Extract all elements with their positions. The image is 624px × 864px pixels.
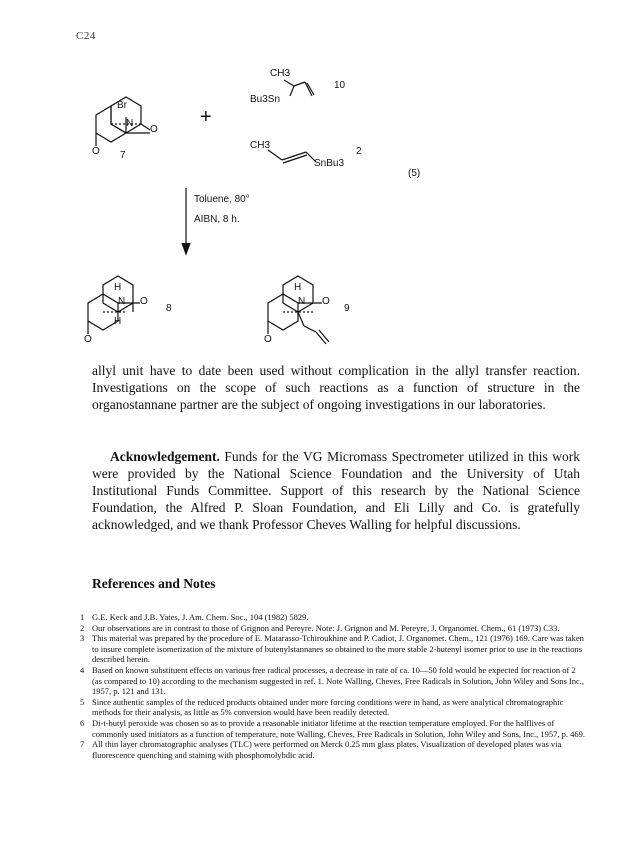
plus-sign: +	[200, 106, 212, 128]
reference-text: Based on known substituent effects on various free radical processes, a decrease in rate of ca. 10—50 fold would be expected for reaction of 2 (as compared to 10) according to the mechanism suggested in ref. 1. Note Walling, Cheves, Free Radicals in Solution, John Wiley and Sons Inc., 1957, p. 121 and 131.	[92, 664, 585, 697]
reagent-2-ch3-label: CH3	[250, 140, 271, 151]
conditions-solvent-temp: Toluene, 80°	[194, 194, 250, 205]
list-item	[80, 697, 585, 718]
reference-list	[80, 612, 585, 760]
compound-8-n-label: N	[118, 296, 126, 307]
reference-number: 2	[80, 622, 85, 633]
reaction-scheme	[0, 0, 624, 360]
references-heading: References and Notes	[92, 576, 216, 591]
reference-number: 1	[80, 612, 85, 622]
list-item	[80, 718, 585, 739]
compound-9-number: 9	[344, 303, 350, 314]
acknowledgement-text: Funds for the VG Micromass Spectrometer utilized in this work were provided by the National Science Foundation and the University of Utah Institutional Funds Committee. Support of this research by the National Science Foundation, the Alfred P. Sloan Foundation, and Eli Lilly and Co. is gratefully acknowledged, and we thank Professor Cheves Walling for helpful discussions.	[92, 449, 580, 532]
compound-8-h-bottom-label: H	[114, 316, 122, 327]
compound-7-o-ring-label: O	[150, 124, 158, 135]
reference-text: Our observations are in contrast to those of Grignon and Pereyre. Note: J. Grignon and M. Pereyre, J. Organomet. Chem., 61 (1973) C33.	[92, 622, 560, 633]
compound-7-o-carbonyl-label: O	[92, 146, 100, 157]
reference-text: All thin layer chromatographic analyses (TLC) were performed on Merck 0.25 mm glass plates. Visualization of developed plates was via fluorescence quenching and staining with phosphomolybdic acid.	[92, 739, 562, 760]
reference-text: G.E. Keck and J.B. Yates, J. Am. Chem. Soc., 104 (1982) 5829.	[92, 612, 309, 622]
list-item	[80, 665, 585, 697]
compound-8-o-carbonyl-label: O	[84, 334, 92, 345]
compound-9-h-top-label: H	[294, 282, 302, 293]
reagent-10-number: 10	[334, 80, 346, 91]
list-item	[80, 739, 585, 760]
acknowledgement-paragraph	[92, 448, 580, 533]
reference-number: 7	[80, 739, 85, 750]
list-item	[80, 633, 585, 665]
reagent-10-bu3sn-label: Bu3Sn	[250, 94, 281, 105]
compound-9-o-carbonyl-label: O	[264, 334, 272, 345]
reaction-arrow	[182, 188, 190, 254]
reagent-2-number: 2	[356, 146, 362, 157]
page-label: C24	[76, 30, 96, 42]
list-item	[80, 612, 585, 623]
equation-number: (5)	[408, 168, 421, 179]
compound-8-o-ring-label: O	[140, 296, 148, 307]
compound-9-o-ring-label: O	[322, 296, 330, 307]
reagent-2-structure	[268, 150, 316, 163]
reference-text: Di-t-butyl peroxide was chosen so as to provide a reasonable initiator lifetime at the reaction temperature employed. For the halflives of commonly used initiators as a function of temperature, note Walling, Cheves, Free Radicals in Solution, John Wiley and Sons, Inc., 1957, p. 469.	[92, 717, 585, 739]
reagent-10-ch3-label: CH3	[270, 68, 291, 79]
compound-8-number: 8	[166, 303, 172, 314]
reference-text: Since authentic samples of the reduced products obtained under more forcing conditions were in hand, as were analytical chromatographic methods for their analysis, as little as 5% conversion would have been readily detected.	[92, 696, 564, 718]
reference-number: 6	[80, 717, 85, 728]
compound-7-number: 7	[120, 150, 126, 161]
compound-7-n-label: N	[126, 118, 134, 129]
body-paragraph-conclusion: allyl unit have to date been used without complication in the allyl transfer reaction. Investigations on the scope of such reactions as a function of structure in the organostannane partner are the subject of ongoing investigations in our laboratories.	[92, 363, 580, 412]
reference-text: This material was prepared by the procedure of E. Matarasso-Tchiroukhine and P. Cadiot, J. Organomet. Chem., 121 (1976) 169. Care was taken to insure complete isomerization of the mixture of butenylstannanes so obtained to the more stable 2-butenyl isomer prior to use in the reactions described herein.	[92, 633, 584, 665]
reagent-10-structure	[284, 80, 314, 96]
reference-number: 4	[80, 664, 85, 675]
compound-7-br-label: Br	[117, 100, 127, 111]
reference-number: 5	[80, 696, 85, 707]
compound-8-h-top-label: H	[114, 282, 122, 293]
compound-9-n-label: N	[298, 296, 306, 307]
acknowledgement-title: Acknowledgement.	[110, 449, 220, 464]
conditions-initiator-time: AIBN, 8 h.	[194, 214, 240, 225]
list-item	[80, 623, 585, 634]
reference-number: 3	[80, 633, 85, 644]
reagent-2-snbu3-label: SnBu3	[314, 158, 345, 169]
